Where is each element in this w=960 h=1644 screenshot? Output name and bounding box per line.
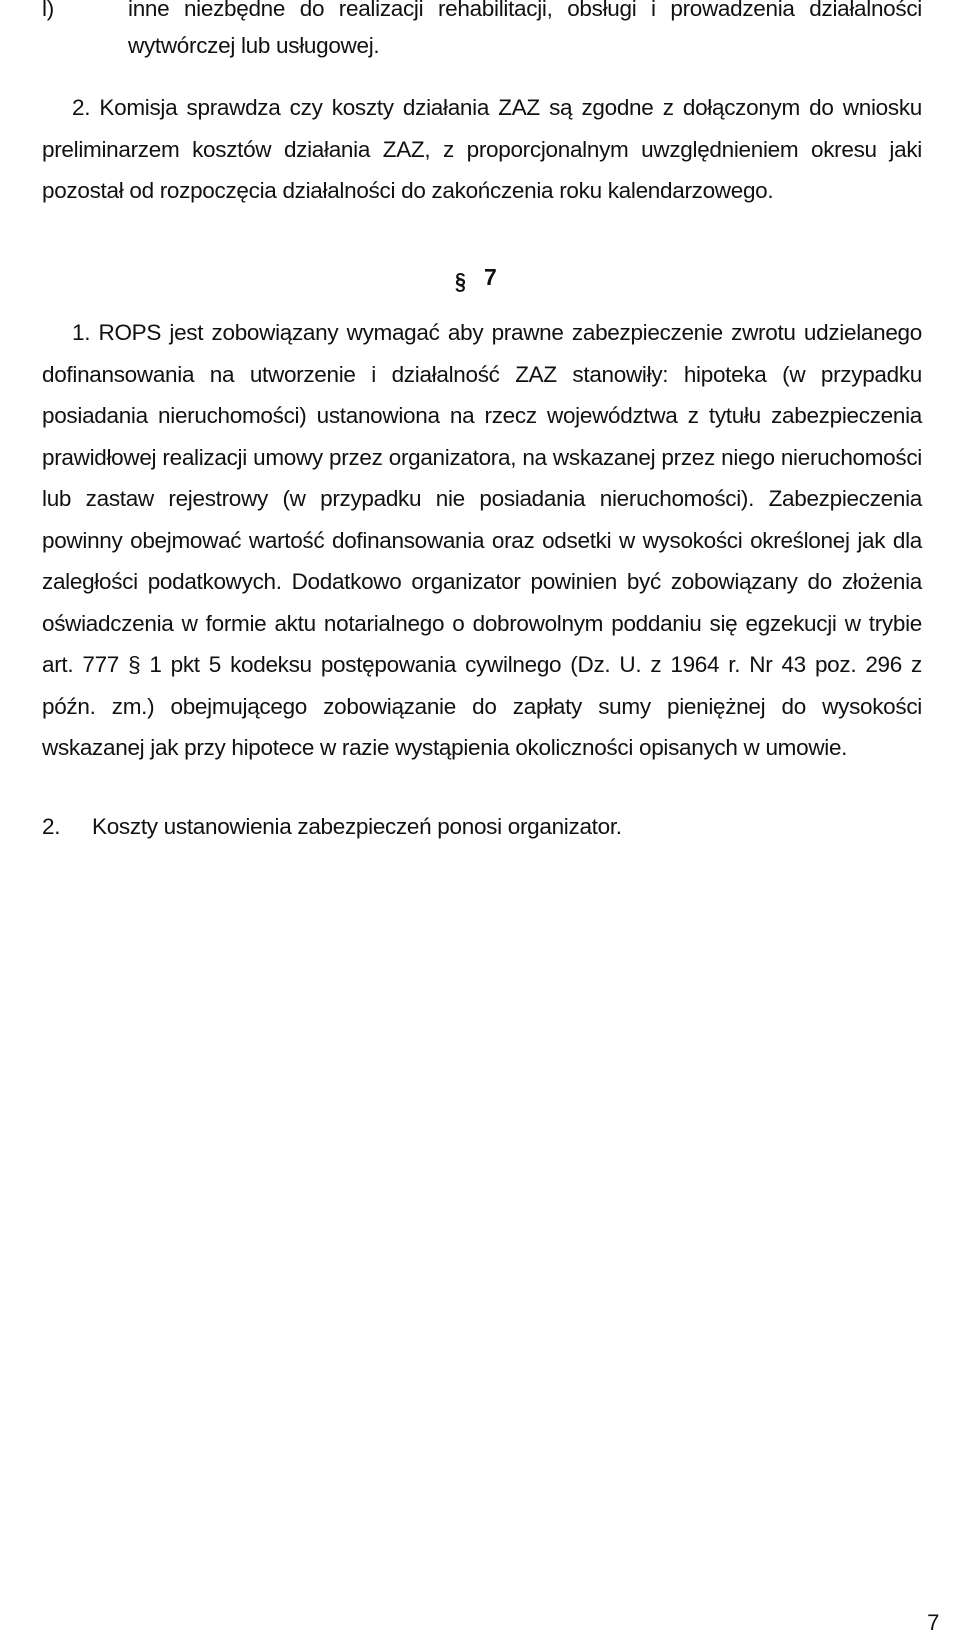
list-item-2-costs [42,806,922,848]
list-marker: 2. [42,814,61,839]
list-item-l [42,0,922,64]
list-item-text [42,312,922,769]
list-marker: 2. [72,95,91,120]
paragraph-text: Komisja sprawdza czy koszty działania ZAZ są zgodne z dołączonym do wniosku preliminarzem kosztów działania ZAZ, z proporcjonalnym uwzględnieniem okresu jaki pozostał od rozpoczęcia działalności do zakończenia roku kalendarzowego. [42,95,922,203]
list-marker: l) [42,0,54,21]
section-symbol: § [454,268,466,294]
section-heading [0,262,960,292]
list-item-text [42,87,922,212]
list-item-2 [42,87,922,212]
paragraph-text: ROPS jest zobowiązany wymagać aby prawne zabezpieczenie zwrotu udzielanego dofinansowania na utworzenie i działalność ZAZ stanowiły: hipoteka (w przypadku posiadania nieruchomości) ustanowiona na rzecz województwa z tytułu zabezpieczenia prawidłowej realizacji umowy przez organizatora, na wskazanej przez niego nieruchomości lub zastaw rejestrowy (w przypadku nie posiadania nieruchomości). Zabezpieczenia powinny obejmować wartość dofinansowania oraz odsetki w wysokości określonej jak dla zaległości podatkowych. Dodatkowo organizator powinien być zobowiązany do złożenia oświadczenia w formie aktu notarialnego o dobrowolnym poddaniu się egzekucji w trybie art. 777 § 1 pkt 5 kodeksu postępowania cywilnego (Dz. U. z 1964 r. Nr 43 poz. 296 z późn. zm.) obejmującego zobowiązanie do zapłaty sumy pieniężnej do wysokości wskazanej jak przy hipotece w razie wystąpienia okoliczności opisanych w umowie. [42,320,922,760]
list-item-text: Koszty ustanowienia zabezpieczeń ponosi organizator. [92,814,622,839]
list-item-1 [42,312,922,769]
list-item-text: inne niezbędne do realizacji rehabilitacji, obsługi i prowadzenia działalności wytwórczej lub usługowej. [128,0,922,58]
section-number: 7 [484,264,497,290]
page-number: 7 [927,1610,939,1635]
list-marker: 1. [72,320,91,345]
